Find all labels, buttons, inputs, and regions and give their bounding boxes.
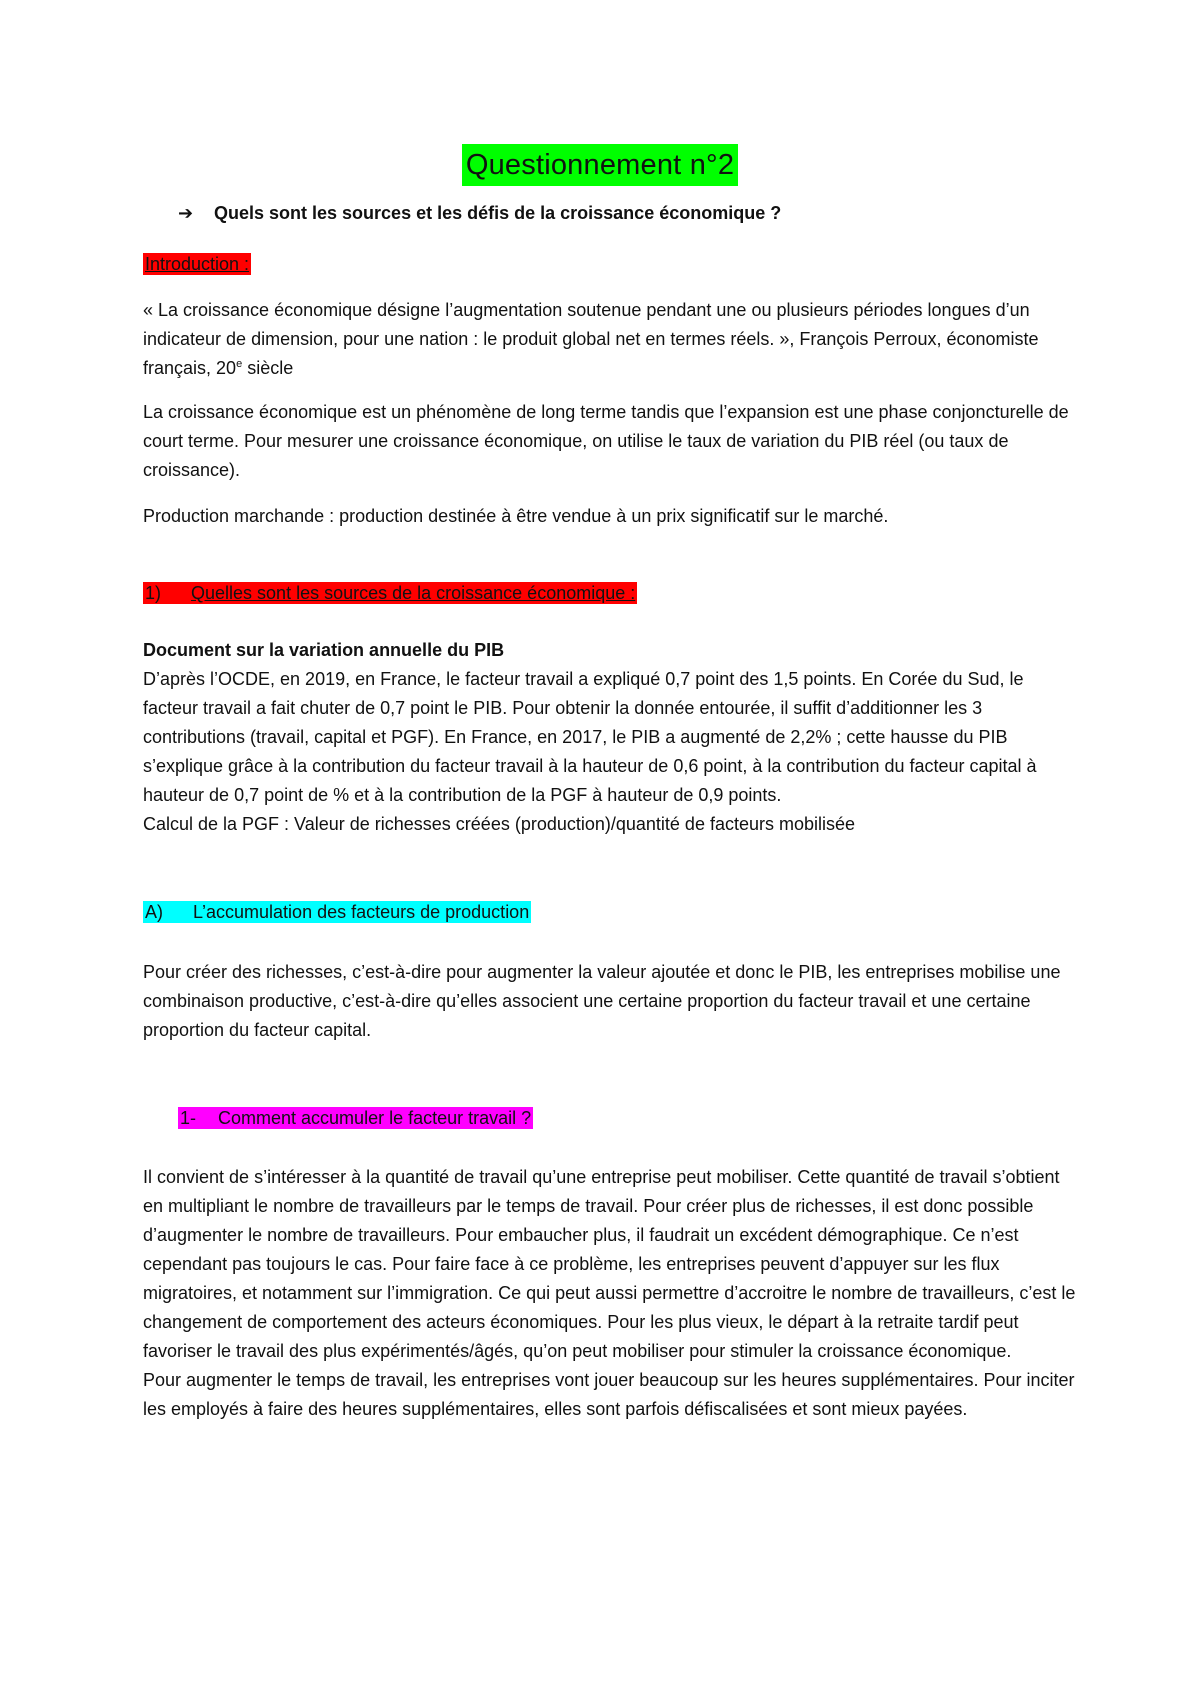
sub1-heading — [178, 1104, 1078, 1133]
page-title: Questionnement n°2 — [462, 144, 738, 186]
intro-paragraph: La croissance économique est un phénomène de long terme tandis que l’expansion est une phase conjoncturelle de court terme. Pour mesurer une croissance économique, on utilise le taux de variation du PIB réel (ou taux de croissance). — [143, 402, 1069, 480]
sectionA-letter: A) — [145, 902, 163, 922]
sub1-highlight — [178, 1107, 533, 1129]
sectionA-highlight — [143, 901, 531, 923]
sub1-title: Comment accumuler le facteur travail ? — [218, 1108, 532, 1128]
sectionA-paragraph: Pour créer des richesses, c’est-à-dire pour augmenter la valeur ajoutée et donc le PIB, les entreprises mobilise une combinaison productive, c’est-à-dire qu’elles associent une certaine proportion du facteur travail et une certaine proportion du facteur capital. — [143, 962, 1061, 1040]
sub1-paragraph-2: Pour augmenter le temps de travail, les entreprises vont jouer beaucoup sur les heures supplémentaires. Pour inciter les employés à faire des heures supplémentaires, elles sont parfois défiscalisées et sont mieux payées. — [143, 1370, 1075, 1419]
arrow-right-icon: ➔ — [178, 203, 194, 223]
question-text: Quels sont les sources et les défis de la croissance économique ? — [214, 203, 782, 223]
sectionA-title: L’accumulation des facteurs de production — [193, 902, 530, 922]
quote-sup: e — [236, 358, 243, 370]
document-title: Document sur la variation annuelle du PIB — [143, 640, 505, 660]
sub1-number: 1- — [180, 1108, 197, 1128]
document-block — [143, 636, 1083, 839]
introduction-label: Introduction : — [145, 254, 250, 274]
document-text: D’après l’OCDE, en 2019, en France, le facteur travail a expliqué 0,7 point des 1,5 points. En Corée du Sud, le facteur travail a fait chuter de 0,7 point le PIB. Pour obtenir la donnée entourée, il suffit d’additionner les 3 contributions (travail, capital et PGF). En France, en 2017, le PIB a augmenté de 2,2% ; cette hausse du PIB s’explique grâce à la contribution du facteur travail à la hauteur de 0,6 point, à la contribution du facteur capital à hauteur de 0,7 point de % et à la contribution de la PGF à hauteur de 0,9 points. — [143, 669, 1037, 805]
pgf-calculation: Calcul de la PGF : Valeur de richesses créées (production)/quantité de facteurs mobilisée — [143, 814, 856, 834]
introduction-heading — [143, 250, 1083, 279]
sub1-body — [143, 1163, 1083, 1424]
section1-heading — [143, 579, 1083, 608]
perroux-quote — [143, 296, 1083, 383]
sectionA-heading — [143, 898, 1083, 927]
section1-highlight — [143, 582, 637, 604]
quote-text: « La croissance économique désigne l’augmentation soutenue pendant une ou plusieurs périodes longues d’un indicateur de dimension, pour une nation : le produit global net en termes réels. », François Perroux, économiste français, 20 — [143, 300, 1039, 378]
main-question — [178, 203, 781, 224]
definition-paragraph: Production marchande : production destinée à être vendue à un prix significatif sur le marché. — [143, 506, 889, 526]
section1-title: Quelles sont les sources de la croissance économique : — [191, 583, 636, 603]
sub1-paragraph-1: Il convient de s’intéresser à la quantité de travail qu’une entreprise peut mobiliser. Cette quantité de travail s’obtient en multipliant le nombre de travailleurs par le temps de travail. Pour créer plus de richesses, il est donc possible d’augmenter le nombre de travailleurs. Pour embaucher plus, il faudrait un excédent démographique. Ce n’est cependant pas toujours le cas. Pour faire face à ce problème, les entreprises peuvent d’appuyer sur les flux migratoires, et notamment sur l’immigration. Ce qui peut aussi permettre d’accroitre le nombre de travailleurs, c’est le changement de comportement des acteurs économiques. Pour les plus vieux, le départ à la retraite tardif peut favoriser le travail des plus expérimentés/âgés, qu’on peut mobiliser pour stimuler la croissance économique. — [143, 1167, 1076, 1361]
quote-end: siècle — [242, 358, 294, 378]
section1-number: 1) — [145, 583, 162, 603]
title-wrap — [0, 144, 1200, 186]
